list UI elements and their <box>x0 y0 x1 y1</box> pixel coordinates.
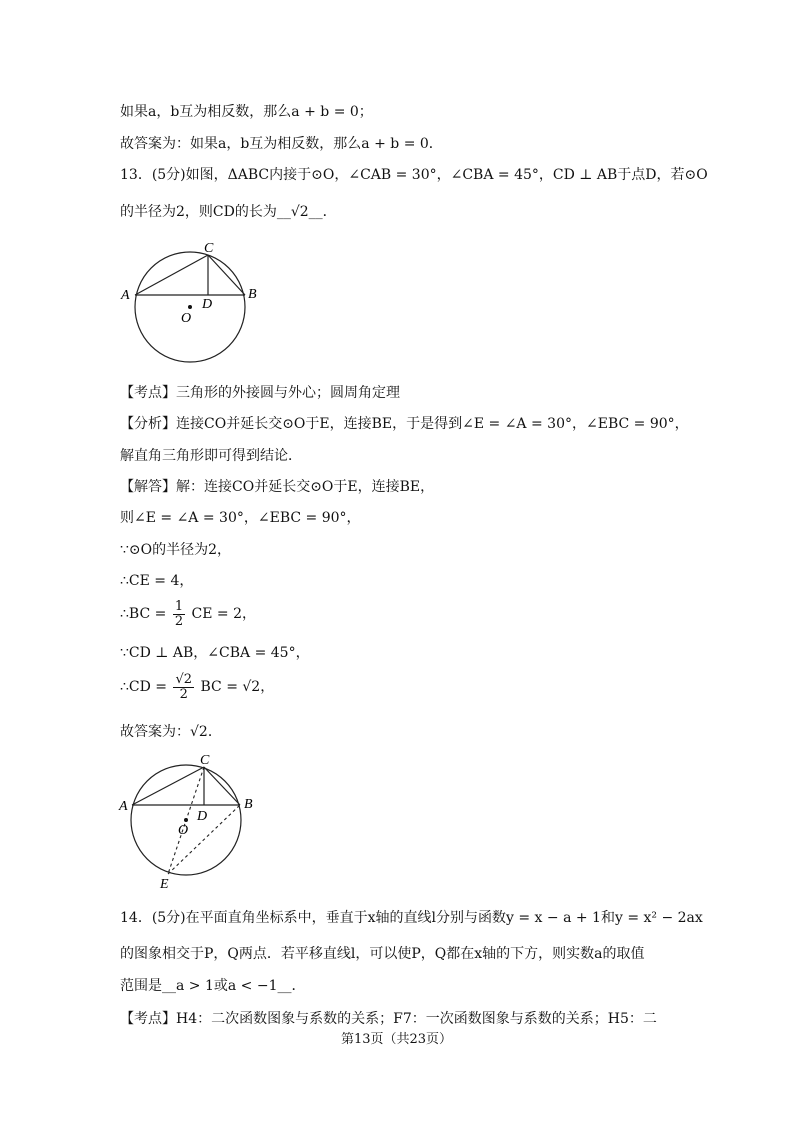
fenxi-13-line2: 解直角三角形即可得到结论． <box>120 448 302 464</box>
label-e: E <box>160 877 169 892</box>
label-d: D <box>202 297 213 312</box>
fenxi-13-line1: 【分析】连接CO并延长交⊙O于E，连接BE，于是得到∠E = ∠A = 30°，∠EBC = 90°， <box>120 416 689 432</box>
page-footer: 第13页（共23页） <box>340 1032 453 1047</box>
question-14-line3: 范围是__a > 1或a < −1__． <box>120 978 306 994</box>
label-c: C <box>204 241 214 256</box>
center-dot <box>188 305 192 309</box>
label-d: D <box>197 809 208 824</box>
solution-step-5: ∵CD ⊥ AB，∠CBA = 45°， <box>120 645 310 661</box>
circle-figure-1 <box>118 238 288 368</box>
solution-step-6 <box>120 672 274 702</box>
label-a: A <box>121 288 130 303</box>
solution-step-1: 则∠E = ∠A = 30°，∠EBC = 90°， <box>120 510 361 526</box>
answer-13: 故答案为：√2． <box>120 724 222 740</box>
solution-step-4 <box>120 599 256 629</box>
label-b: B <box>244 797 253 812</box>
label-o: O <box>178 823 189 838</box>
circle-figure-2 <box>118 750 288 895</box>
label-a: A <box>119 799 128 814</box>
center-dot <box>184 818 188 822</box>
text-line: 故答案为：如果a，b互为相反数，那么a + b = 0． <box>120 136 443 152</box>
question-14-line2: 的图象相交于P，Q两点．若平移直线l，可以使P，Q都在x轴的下方，则实数a的取值 <box>120 946 645 962</box>
segment-bc <box>204 767 240 805</box>
kaodian-13: 【考点】三角形的外接圆与外心；圆周角定理 <box>120 385 400 401</box>
label-o: O <box>181 311 192 326</box>
jieda-13: 【解答】解：连接CO并延长交⊙O于E，连接BE， <box>120 479 435 495</box>
label-b: B <box>248 287 257 302</box>
kaodian-14: 【考点】H4：二次函数图象与系数的关系；F7：一次函数图象与系数的关系；H5：二 <box>120 1011 657 1027</box>
step6-prefix: ∴CD = <box>120 679 168 695</box>
question-14-line1: 14．(5分)在平面直角坐标系中，垂直于x轴的直线l分别与函数y = x − a + 1和y = x² − 2ax <box>120 910 703 926</box>
solution-step-3: ∴CE = 4， <box>120 573 194 589</box>
question-13-line1: 13．(5分)如图，ΔABC内接于⊙O，∠CAB = 30°，∠CBA = 45°，CD ⊥ AB于点D，若⊙O <box>120 167 708 183</box>
step6-suffix: BC = √2， <box>200 679 275 695</box>
text-line: 如果a，b互为相反数，那么a + b = 0； <box>120 104 373 120</box>
label-c: C <box>200 753 210 768</box>
fraction-root2-over-2: $\frac{√2}{2}$ <box>175 671 193 702</box>
step4-suffix: CE = 2， <box>191 606 257 622</box>
segment-bc <box>208 255 245 295</box>
step4-prefix: ∴BC = <box>120 606 167 622</box>
fraction-half: $\frac{1}{2}$ <box>174 598 184 629</box>
question-13-line2: 的半径为2，则CD的长为__√2__． <box>120 204 337 220</box>
solution-step-2: ∵⊙O的半径为2， <box>120 542 232 558</box>
